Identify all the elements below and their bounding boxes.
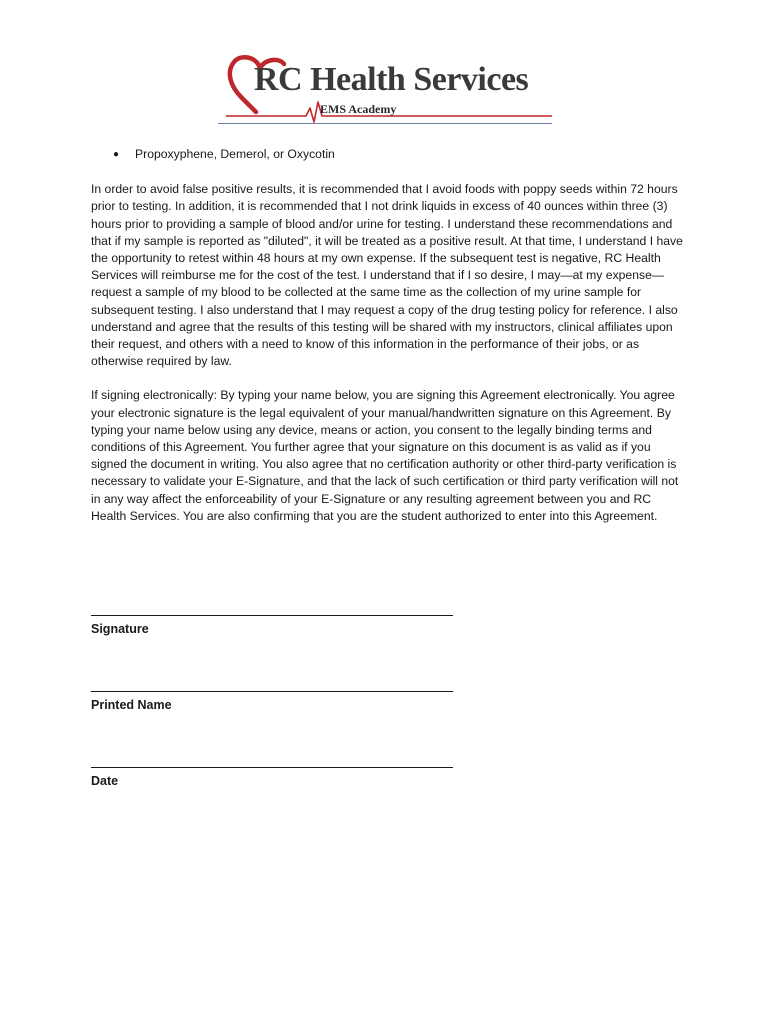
printed-name-label: Printed Name <box>91 698 172 712</box>
bullet-list-item <box>91 146 683 163</box>
printed-name-line[interactable] <box>91 691 453 692</box>
signature-line[interactable] <box>91 615 453 616</box>
date-label: Date <box>91 774 119 788</box>
signature-label: Signature <box>91 622 149 636</box>
bullet-text: Propoxyphene, Demerol, or Oxycotin <box>135 147 335 161</box>
document-body <box>91 146 683 542</box>
electronic-signature-paragraph: If signing electronically: By typing your name below, you are signing this Agreement electronically. You agree your electronic signature is the legal equivalent of your manual/handwritten signature on this Agreement. By typing your name below using any device, means or action, you consent to the legally binding terms and conditions of this Agreement. You further agree that your signature on this document is as valid as if you signed the document in writing. You also agree that no certification authority or other third-party verification is necessary to validate your E-Signature, and that the lack of such certification or third party verification will not in any way affect the enforceability of your E-Signature or any resulting agreement between you and RC Health Services. You are also confirming that you are the student authorized to enter into this Agreement. <box>91 388 679 523</box>
bullet-icon: ● <box>113 149 120 160</box>
signature-field[interactable] <box>91 615 453 636</box>
testing-recommendations-paragraph: In order to avoid false positive results, it is recommended that I avoid foods with poppy seeds within 72 hours prior to testing. In addition, it is recommended that I not drink liquids in excess of 40 ounces within three (3) hours prior to providing a sample of blood and/or urine for testing. I understand these recommendations and that if my sample is reported as "diluted", it will be treated as a positive result. At that time, I understand I have the opportunity to retest within 48 hours at my own expense. If the subsequent test is negative, RC Health Services will reimburse me for the cost of the test. I understand that if I so desire, I may—at my expense—request a sample of my blood to be collected at the same time as the collection of my urine sample for subsequent testing. I also understand that I may request a copy of the drug testing policy for reference. I also understand and agree that the results of this testing will be shared with my instructors, clinical affiliates upon their request, and others with a need to know of this information in the performance of their jobs, or as otherwise required by law. <box>91 182 683 369</box>
logo-title: RC Health Services <box>254 61 529 98</box>
date-line[interactable] <box>91 767 453 768</box>
header-divider <box>218 123 552 124</box>
logo-subtitle: EMS Academy <box>320 102 397 116</box>
date-field[interactable] <box>91 767 453 788</box>
printed-name-field[interactable] <box>91 691 453 712</box>
rc-health-services-logo <box>218 52 552 126</box>
